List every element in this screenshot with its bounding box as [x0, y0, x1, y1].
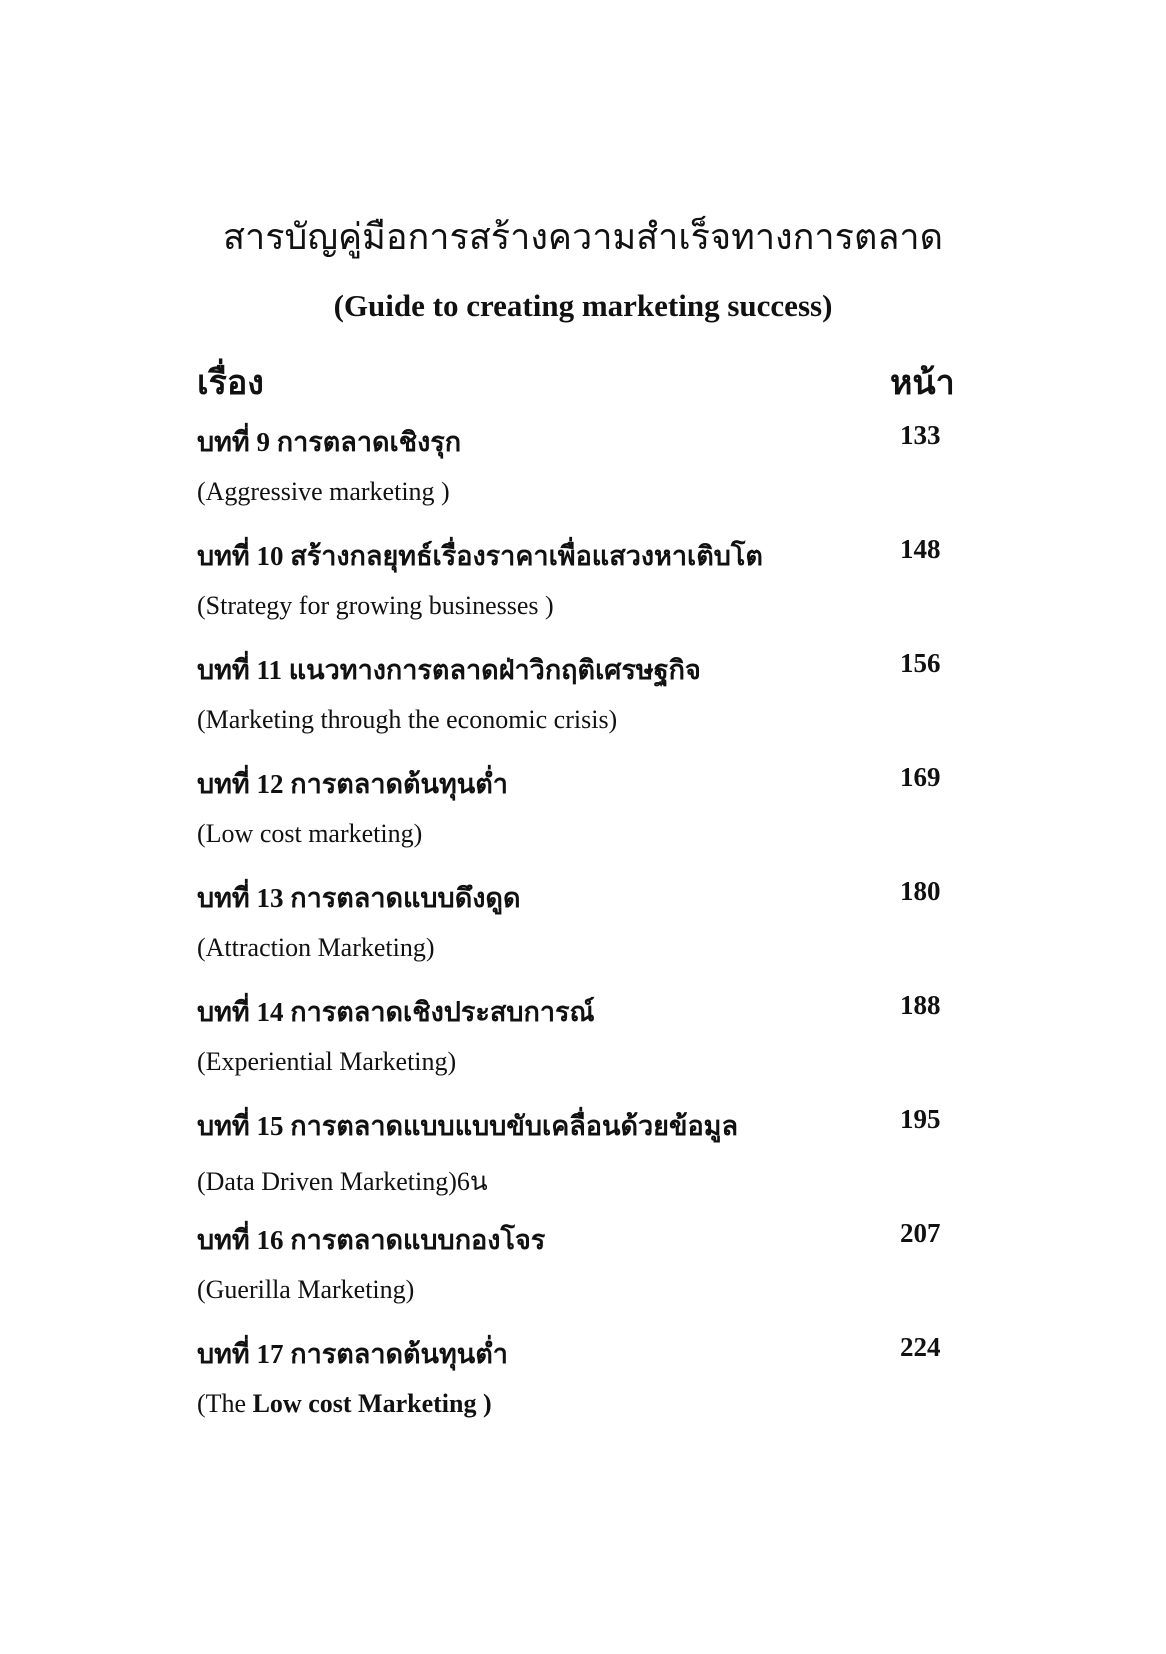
chapter-subtitle: (Strategy for growing businesses ) — [197, 591, 554, 620]
toc-entry-chapter-16 — [197, 1218, 957, 1332]
chapter-page-number: 224 — [900, 1332, 941, 1362]
toc-entry-chapter-12 — [197, 762, 957, 876]
chapter-title: บทที่ 11 แนวทางการตลาดฝ่าวิกฤติเศรษฐกิจ — [197, 655, 701, 685]
chapter-page-number: 133 — [900, 420, 941, 450]
toc-entry-chapter-15 — [197, 1104, 957, 1218]
chapter-subtitle: (Marketing through the economic crisis) — [197, 705, 618, 734]
column-header-page: หน้า — [890, 365, 955, 402]
chapter-subtitle: (Guerilla Marketing) — [197, 1275, 415, 1304]
column-header-subject: เรื่อง — [197, 365, 264, 402]
chapter-title: บทที่ 17 การตลาดต้นทุนต่ำ — [197, 1339, 508, 1369]
chapter-page-number: 207 — [900, 1218, 941, 1248]
chapter-title: บทที่ 10 สร้างกลยุทธ์เรื่องราคาเพื่อแสวงหาเติบโต — [197, 541, 763, 571]
chapter-subtitle-bold: Low cost Marketing ) — [252, 1389, 492, 1418]
chapter-title: บทที่ 14 การตลาดเชิงประสบการณ์ — [197, 997, 595, 1027]
chapter-subtitle — [197, 1389, 492, 1419]
page-title-english: (Guide to creating marketing success) — [333, 288, 833, 323]
toc-entry-chapter-10 — [197, 534, 957, 648]
toc-entry-chapter-11 — [197, 648, 957, 762]
chapter-page-number: 156 — [900, 648, 941, 678]
chapter-title: บทที่ 13 การตลาดแบบดึงดูด — [197, 883, 521, 913]
chapter-title: บทที่ 9 การตลาดเชิงรุก — [197, 427, 462, 457]
toc-entry-chapter-14 — [197, 990, 957, 1104]
chapter-subtitle: (Aggressive marketing ) — [197, 477, 450, 506]
chapter-subtitle: (Data Driven Marketing)6น — [197, 1167, 488, 1196]
chapter-subtitle: (Attraction Marketing) — [197, 933, 435, 962]
page-title-thai: สารบัญคู่มือการสร้างความสำเร็จทางการตลาด — [223, 217, 943, 257]
chapter-page-number: 180 — [900, 876, 941, 906]
toc-entry-chapter-17 — [197, 1332, 957, 1446]
toc-entry-chapter-13 — [197, 876, 957, 990]
chapter-title: บทที่ 15 การตลาดแบบแบบขับเคลื่อนด้วยข้อมูล — [197, 1111, 739, 1141]
chapter-subtitle-prefix: (The — [197, 1389, 253, 1418]
chapter-subtitle: (Experiential Marketing) — [197, 1047, 457, 1076]
chapter-title: บทที่ 16 การตลาดแบบกองโจร — [197, 1225, 546, 1255]
chapter-page-number: 188 — [900, 990, 941, 1020]
chapter-title: บทที่ 12 การตลาดต้นทุนต่ำ — [197, 769, 508, 799]
table-of-contents — [197, 420, 957, 1446]
chapter-page-number: 148 — [900, 534, 941, 564]
chapter-subtitle: (Low cost marketing) — [197, 819, 423, 848]
toc-entry-chapter-9 — [197, 420, 957, 534]
chapter-page-number: 169 — [900, 762, 941, 792]
chapter-page-number: 195 — [900, 1104, 941, 1134]
